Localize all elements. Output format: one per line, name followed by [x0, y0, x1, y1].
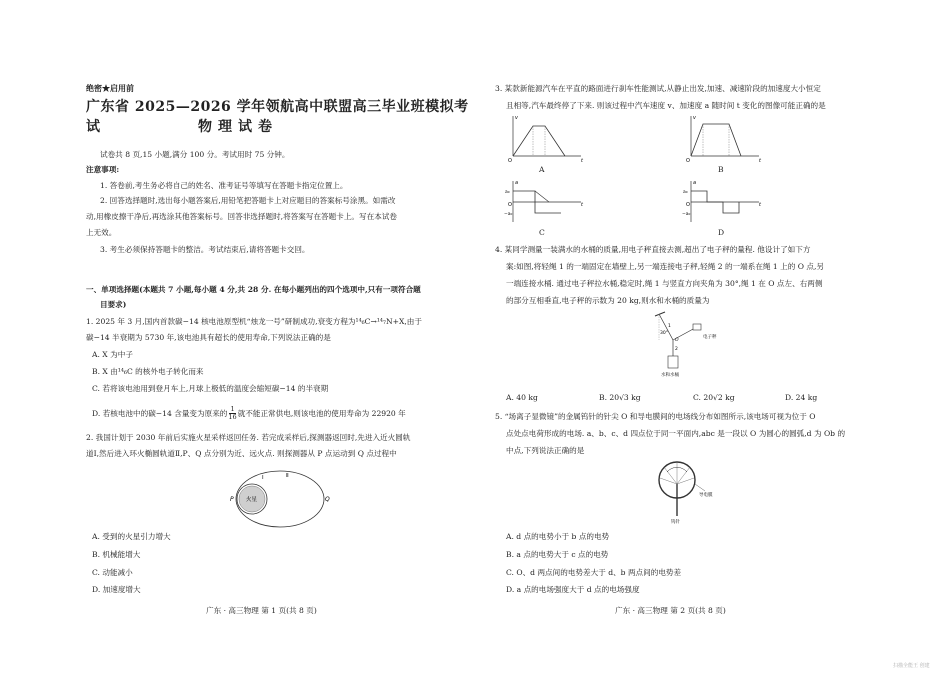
orbit-1-label: Ⅰ: [262, 475, 264, 481]
q1-stem: 1. 2025 年 3 月,国内首款碳−14 核电池原型机“烛龙一号”研制成功,衰变方程为¹⁴₆C→¹⁴₇N+X,由于: [86, 317, 422, 326]
neg-a0-label: −a₀: [504, 212, 513, 217]
rope-2-label: 2: [675, 347, 678, 352]
q1-option-a: A. X 为中子: [92, 350, 133, 359]
film-label: 导电膜: [699, 493, 713, 498]
q4-stem: 4. 某同学测量一装满水的水桶的质量,用电子秤直接去测,超出了电子秤的量程. 他设计了如下方: [495, 245, 811, 254]
q1-option-d-text-cont: 就不能正常供电,则该电池的使用寿命为 22920 年: [237, 408, 406, 418]
graph-a-label: A: [539, 165, 545, 174]
graph-a: [505, 112, 585, 164]
q4-stem-cont-1: 案:如图,将轻绳 1 的一端固定在墙壁上,另一端连接电子秤,轻绳 2 的一端系在绳 1 上的 O 点,另: [506, 262, 825, 271]
q5-stem: 5. “场离子显微镜”的金属钨针的针尖 O 和导电膜间的电场线分布如图所示,该电场可视为位于 O: [495, 412, 816, 421]
rope-1-label: 1: [668, 324, 671, 329]
q4-option-a: A. 40 kg: [506, 393, 538, 402]
origin-label: O: [686, 202, 690, 208]
graph-b: [683, 112, 763, 164]
a0-label: a₀: [505, 190, 510, 195]
t-label: t: [759, 202, 761, 208]
note-3: 3. 考生必须保持答题卡的整洁。考试结束后,请将答题卡交回。: [100, 245, 310, 254]
note-1: 1. 答卷前,考生务必将自己的姓名、准考证号等填写在答题卡指定位置上。: [100, 181, 348, 190]
neg-a0-label: −a₀: [682, 212, 691, 217]
page-footer: 广东 · 高三物理 第 2 页(共 8 页): [615, 606, 726, 615]
q2-stem-cont: 道Ⅰ,然后进入环火椭圆轨道Ⅱ,P、Q 点分别为近、远火点. 则探测器从 P 点运动到 Q 点过程中: [86, 449, 397, 458]
q4-stem-cont-3: 的部分互相垂直,电子秤的示数为 20 kg,则水和水桶的质量为: [506, 296, 710, 305]
v-label: v: [515, 115, 518, 121]
a-label: a: [693, 180, 697, 186]
orbit-diagram: [226, 468, 330, 530]
note-2a: 2. 回答选择题时,选出每小题答案后,用铅笔把答题卡上对应题目的答案标号涂黑。如需改: [100, 196, 396, 205]
needle-label: 钨针: [671, 520, 680, 525]
exam-info: 试卷共 8 页,15 小题,满分 100 分。考试用时 75 分钟。: [100, 150, 290, 159]
q5-option-d: D. a 点的电场强度大于 d 点的电场强度: [506, 585, 640, 594]
section-1-heading: 一、单项选择题(本题共 7 小题,每小题 4 分,共 28 分. 在每小题列出的四个选项中,只有一项符合题: [86, 285, 421, 294]
q5-stem-cont-1: 点处点电荷形成的电场. a、b、c、d 四点位于同一平面内,abc 是一段以 O 为圆心的圆弧,d 为 Ob 的: [506, 429, 846, 438]
scale-label: 电子秤: [703, 335, 717, 340]
bucket: [668, 356, 678, 368]
page-footer: 广东 · 高三物理 第 1 页(共 8 页): [206, 606, 317, 615]
graph-c-label: C: [539, 228, 545, 237]
watermark: 扫描全能王 创建: [893, 663, 930, 669]
confidential-mark: 绝密★启用前: [86, 83, 134, 93]
q2-option-d: D. 加速度增大: [92, 585, 141, 594]
point-p-label: P: [230, 496, 234, 503]
q1-option-d-text: D. 若核电池中的碳−14 含量变为原来的: [92, 408, 228, 418]
q1-option-b: B. X 由¹⁴₆C 的核外电子转化而来: [92, 367, 204, 376]
q2-stem: 2. 我国计划于 2030 年前后实施火星采样返回任务. 若完成采样后,探测器返回时,先进入近火圆轨: [86, 433, 411, 442]
electronic-scale: [693, 324, 701, 330]
note-2c: 上无效。: [86, 228, 117, 237]
fraction: [228, 406, 236, 421]
graph-d: [683, 178, 763, 226]
q4-stem-cont-2: 一端连接水桶. 通过电子秤拉水桶,稳定时,绳 1 与竖直方向夹角为 30°,绳 1 在 O 点左、右两侧: [506, 279, 823, 288]
graph-c: [505, 178, 585, 226]
q2-option-a: A. 受到的火星引力增大: [92, 532, 171, 541]
graph-b-label: B: [718, 165, 724, 174]
q5-option-b: B. a 点的电势大于 c 点的电势: [506, 550, 609, 559]
origin-label: O: [508, 158, 512, 164]
rope-diagram: [651, 310, 731, 384]
orbit-2-label: Ⅱ: [286, 473, 289, 479]
fraction-numerator: 1: [230, 405, 235, 413]
point-q-label: Q: [325, 496, 330, 503]
q4-option-b: B. 20√3 kg: [599, 393, 641, 402]
t-label: t: [759, 158, 761, 164]
v-t-curve: [691, 124, 741, 156]
notes-title: 注意事项:: [86, 165, 120, 174]
page-2: [475, 0, 950, 674]
q5-option-c: C. O、d 两点间的电势差大于 d、b 两点间的电势差: [506, 568, 682, 577]
a0-label: a₀: [683, 190, 688, 195]
q1-option-c: C. 若将该电池用到登月车上,月球上极低的温度会缩短碳−14 的半衰期: [92, 384, 329, 393]
t-label: t: [581, 202, 583, 208]
angle-label: 30°: [660, 331, 668, 336]
q4-option-d: D. 24 kg: [785, 393, 818, 402]
mars-label: 火星: [246, 497, 258, 503]
exam-title: 广东省 2025—2026 学年领航高中联盟高三毕业班模拟考试: [86, 99, 469, 135]
q2-option-b: B. 机械能增大: [92, 550, 141, 559]
q1-option-d: [92, 406, 406, 421]
graph-d-label: D: [718, 228, 725, 237]
q2-option-c: C. 动能减小: [92, 568, 133, 577]
q5-option-a: A. d 点的电势小于 b 点的电势: [506, 532, 610, 541]
q3-stem-cont: 且相等,汽车最终停了下来. 则该过程中汽车速度 v、加速度 a 随时间 t 变化的图像可能正确的是: [506, 101, 826, 110]
q4-option-c: C. 20√2 kg: [693, 393, 735, 402]
fraction-denominator: 16: [228, 413, 237, 421]
note-2b: 动,用橡皮擦干净后,再选涂其他答案标号。回答非选择题时,将答案写在答题卡上。写在本试卷: [86, 212, 397, 221]
field-diagram: [655, 458, 739, 524]
q3-stem: 3. 某款新能源汽车在平直的路面进行刹车性能测试,从静止出发,加速、减速阶段的加速度大小恒定: [495, 84, 821, 93]
point-o-label: O: [675, 338, 679, 343]
origin-label: O: [686, 158, 690, 164]
rope-1-upper: [659, 314, 673, 340]
q1-stem-cont: 碳−14 半衰期为 5730 年,该电池具有超长的使用寿命,下列说法正确的是: [86, 333, 331, 342]
v-t-curve: [513, 126, 565, 156]
section-1-heading-cont: 目要求): [100, 300, 127, 309]
exam-subtitle: 物理试卷: [198, 119, 278, 135]
bucket-label: 水和水桶: [661, 373, 679, 378]
origin-label: O: [508, 202, 512, 208]
q5-stem-cont-2: 中点,下列说法正确的是: [506, 446, 585, 455]
a-label: a: [515, 180, 519, 186]
t-label: t: [581, 158, 583, 164]
v-label: v: [693, 115, 696, 121]
